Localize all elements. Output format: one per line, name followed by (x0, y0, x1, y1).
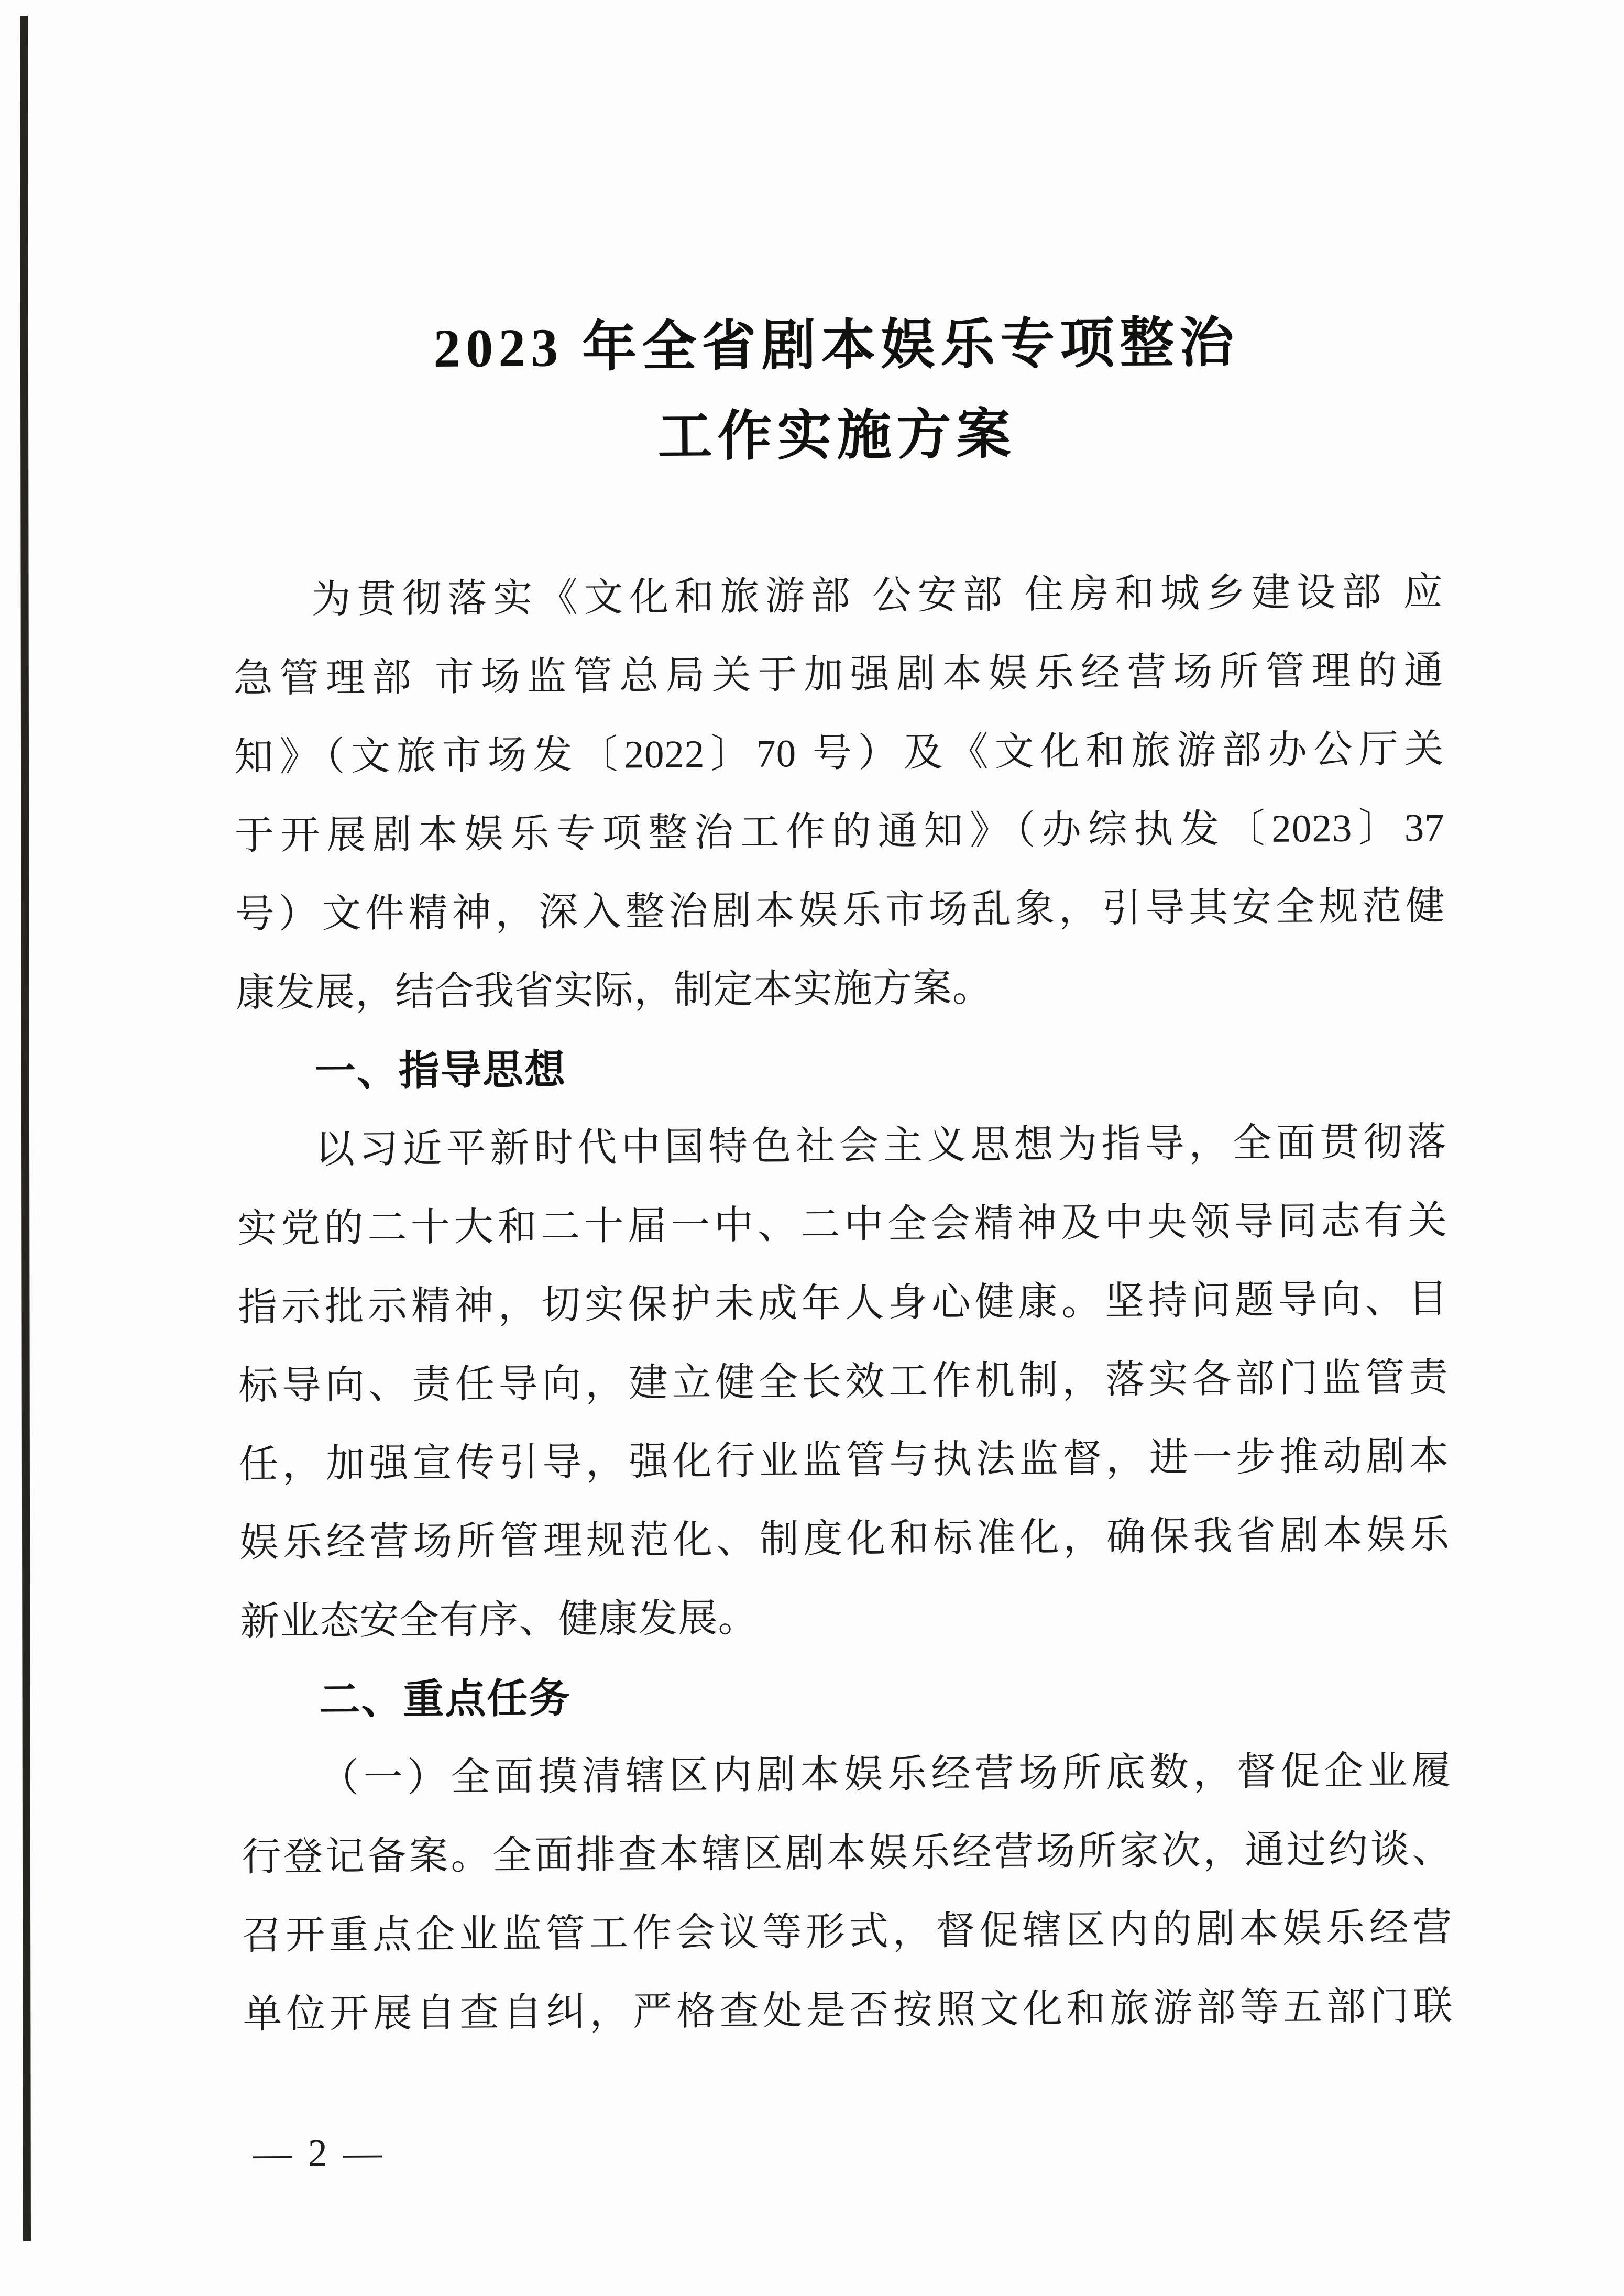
document-title (231, 297, 1442, 486)
body-line: 实党的二十大和二十届一中、二中全会精神及中央领导同志有关 (237, 1199, 1448, 1251)
document-title-line2: 工作实施方案 (657, 404, 1016, 468)
body-line: 急管理部 市场监管总局关于加强剧本娱乐经营场所管理的通 (233, 649, 1444, 701)
section-heading-2: 二、重点任务 (319, 1675, 571, 1724)
body-line: 知》（文旅市场发〔2022〕70 号）及《文化和旅游部办公厅关 (234, 727, 1445, 779)
body-line: 号）文件精神，深入整治剧本娱乐市场乱象，引导其安全规范健 (235, 884, 1446, 937)
body-line: 以习近平新时代中国特色社会主义思想为指导，全面贯彻落 (315, 1120, 1447, 1172)
body-line: 新业态安全有序、健康发展。 (239, 1596, 758, 1644)
section-heading-1: 一、指导思想 (314, 1046, 567, 1095)
body-line: 标导向、责任导向，建立健全长效工作机制，落实各部门监管责 (238, 1356, 1449, 1408)
body-line: 行登记备案。全面排查本辖区剧本娱乐经营场所家次，通过约谈、 (242, 1827, 1452, 1880)
body-line: 单位开展自查自纠，严格查处是否按照文化和旅游部等五部门联 (243, 1984, 1453, 2037)
body-line: 召开重点企业监管工作会议等形式，督促辖区内的剧本娱乐经营 (242, 1906, 1453, 1958)
body-line: 于开展剧本娱乐专项整治工作的通知》（办综执发〔2023〕37 (234, 806, 1445, 858)
page-number: — 2 — (253, 2131, 386, 2176)
body-line: 为贯彻落实《文化和旅游部 公安部 住房和城乡建设部 应 (311, 570, 1443, 622)
body-line: （一）全面摸清辖区内剧本娱乐经营场所底数，督促企业履 (320, 1749, 1452, 1800)
document-body (233, 553, 1453, 2055)
body-line: 康发展，结合我省实际，制定本实施方案。 (235, 966, 993, 1015)
body-line: 娱乐经营场所管理规范化、制度化和标准化，确保我省剧本娱乐 (239, 1513, 1450, 1565)
body-line: 指示批示精神，切实保护未成年人身心健康。坚持问题导向、目 (237, 1277, 1449, 1330)
body-line: 任，加强宣传引导，强化行业监管与执法监督，进一步推动剧本 (238, 1434, 1450, 1487)
document-title-line1: 2023 年全省剧本娱乐专项整治 (433, 313, 1239, 379)
